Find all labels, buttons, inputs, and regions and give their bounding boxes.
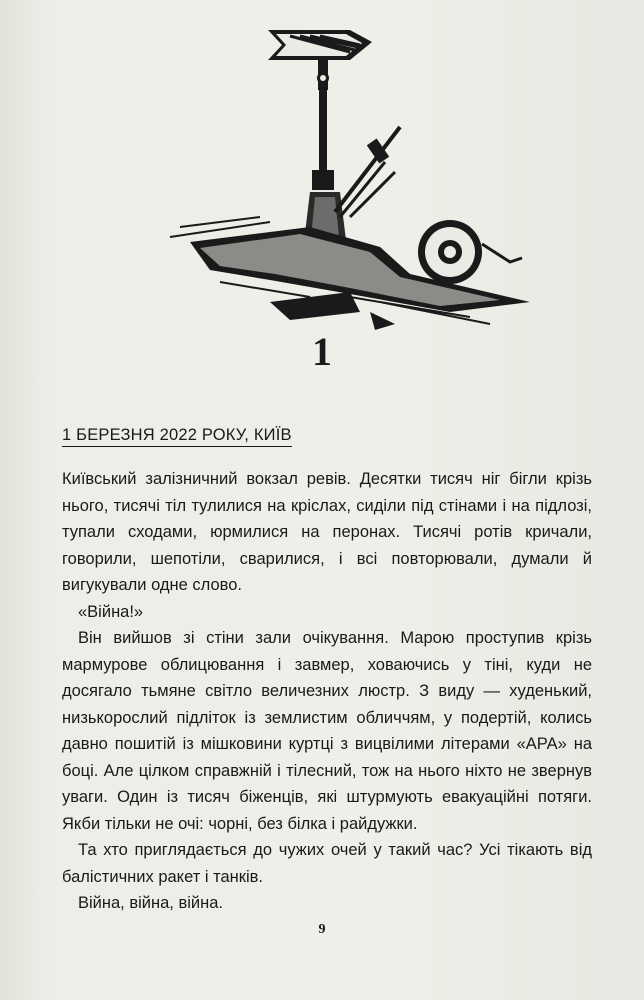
chapter-number: 1: [312, 329, 332, 374]
paragraph: Та хто приглядається до чужих очей у такий час? Усі тікають від балістичних ракет і танків.: [62, 841, 592, 886]
page-number: 9: [318, 922, 326, 937]
paragraph: Київський залізничний вокзал ревів. Десятки тисяч ніг бігли крізь нього, тисячі тіл тулилися на кріслах, сиділи під стінами і на підлозі, тупали сходами, юрмилися на перонах. Тисячі ротів кричали, говорили, шепотіли, сварилися, і всі повторювали, думали й вигукували одне слово.: [62, 470, 592, 594]
paragraph: Він вийшов зі стіни зали очікування. Марою проступив крізь мармурове облицювання і завмер, ховаючись у тіні, куди не досягало тьмяне світло величезних люстр. З виду — худенький, низькорослий підліток із землистим обличчям, у подертій, колись давно пошитій із мішковини куртці з вицвілими літерами «АРА» на боці. Але цілком справжній і тілесний, тож на нього ніхто не звернув уваги. Один із тисяч біженців, які штурмують евакуаційні потяги. Якби тільки не очі: чорні, без білка і райдужки.: [62, 629, 592, 833]
paragraph: Війна, війна, війна.: [78, 894, 223, 912]
signpost-wreckage-illustration: [150, 12, 550, 332]
section-heading: 1 БЕРЕЗНЯ 2022 РОКУ, КИЇВ: [62, 426, 292, 447]
body-text: [62, 466, 592, 917]
paragraph: «Війна!»: [78, 602, 144, 621]
